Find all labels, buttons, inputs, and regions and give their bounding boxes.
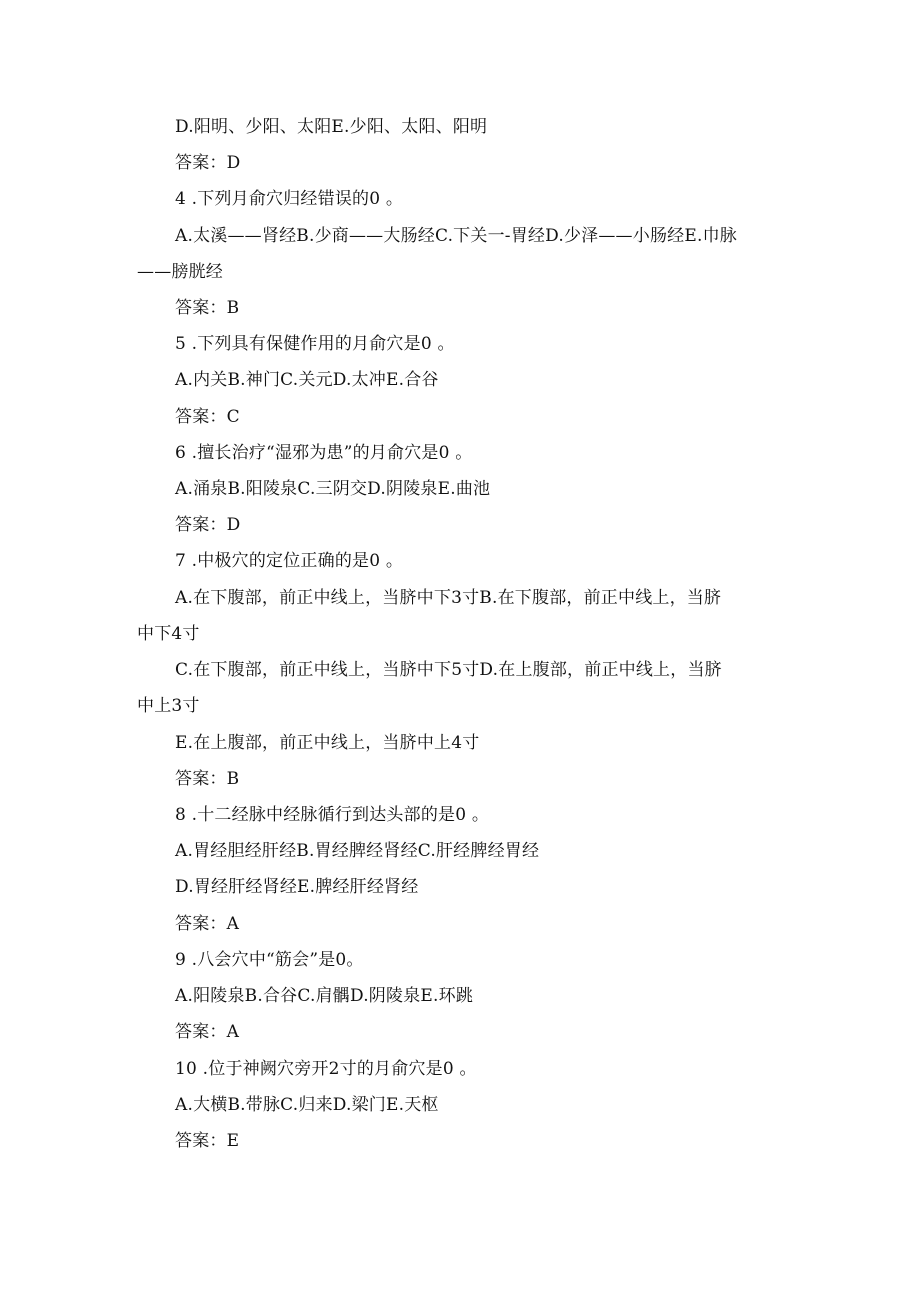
q6-options: A.涌泉B.阳陵泉C.三阴交D.阴陵泉E.曲池 (175, 479, 491, 499)
q10-options: A.大横B.带脉C.归来D.梁门E.天枢 (175, 1095, 439, 1115)
q9-options: A.阳陵泉B.合谷C.肩髃D.阴陵泉E.环跳 (175, 986, 474, 1006)
q6-answer: 答案：D (175, 515, 241, 535)
q8-options-line-2: D.胃经肝经肾经E.脾经肝经肾经 (175, 877, 419, 897)
q7-options-cd: C.在下腹部，前正中线上，当脐中下5寸D.在上腹部，前正中线上，当脐 (175, 660, 722, 680)
q4-options-continued: ——膀胱经 (137, 262, 223, 282)
q4-question: 4 .下列月俞穴归经错误的0 。 (175, 189, 404, 209)
q7-options-ab: A.在下腹部，前正中线上，当脐中下3寸B.在下腹部，前正中线上，当脐 (175, 588, 722, 608)
q7-options-ab-continued: 中下4寸 (137, 624, 200, 644)
q8-options-line-1: A.胃经胆经肝经B.胃经脾经肾经C.肝经脾经胃经 (175, 841, 540, 861)
q4-answer: 答案：B (175, 298, 240, 318)
q7-answer: 答案：B (175, 769, 240, 789)
q5-answer: 答案：C (175, 407, 240, 427)
q9-question: 9 .八会穴中“筋会”是0。 (175, 950, 364, 970)
q5-question: 5 .下列具有保健作用的月俞穴是0 。 (175, 334, 455, 354)
q5-options: A.内关B.神门C.关元D.太冲E.合谷 (175, 370, 439, 390)
q7-option-e: E.在上腹部，前正中线上，当脐中上4寸 (175, 733, 480, 753)
q3-option-line-2: D.阳明、少阳、太阳E.少阳、太阳、阳明 (175, 117, 488, 137)
q4-options: A.太溪——肾经B.少商——大肠经C.下关一-胃经D.少泽——小肠经E.巾脉 (175, 226, 737, 246)
q7-question: 7 .中极穴的定位正确的是0 。 (175, 551, 404, 571)
q10-question: 10 .位于神阙穴旁开2寸的月俞穴是0 。 (175, 1059, 477, 1079)
q3-answer: 答案：D (175, 153, 241, 173)
q6-question: 6 .擅长治疗“湿邪为患”的月俞穴是0 。 (175, 443, 473, 463)
q8-question: 8 .十二经脉中经脉循行到达头部的是0 。 (175, 805, 490, 825)
q10-answer: 答案：E (175, 1131, 240, 1151)
q7-options-cd-continued: 中上3寸 (137, 696, 200, 716)
q9-answer: 答案：A (175, 1022, 240, 1042)
q8-answer: 答案：A (175, 914, 240, 934)
